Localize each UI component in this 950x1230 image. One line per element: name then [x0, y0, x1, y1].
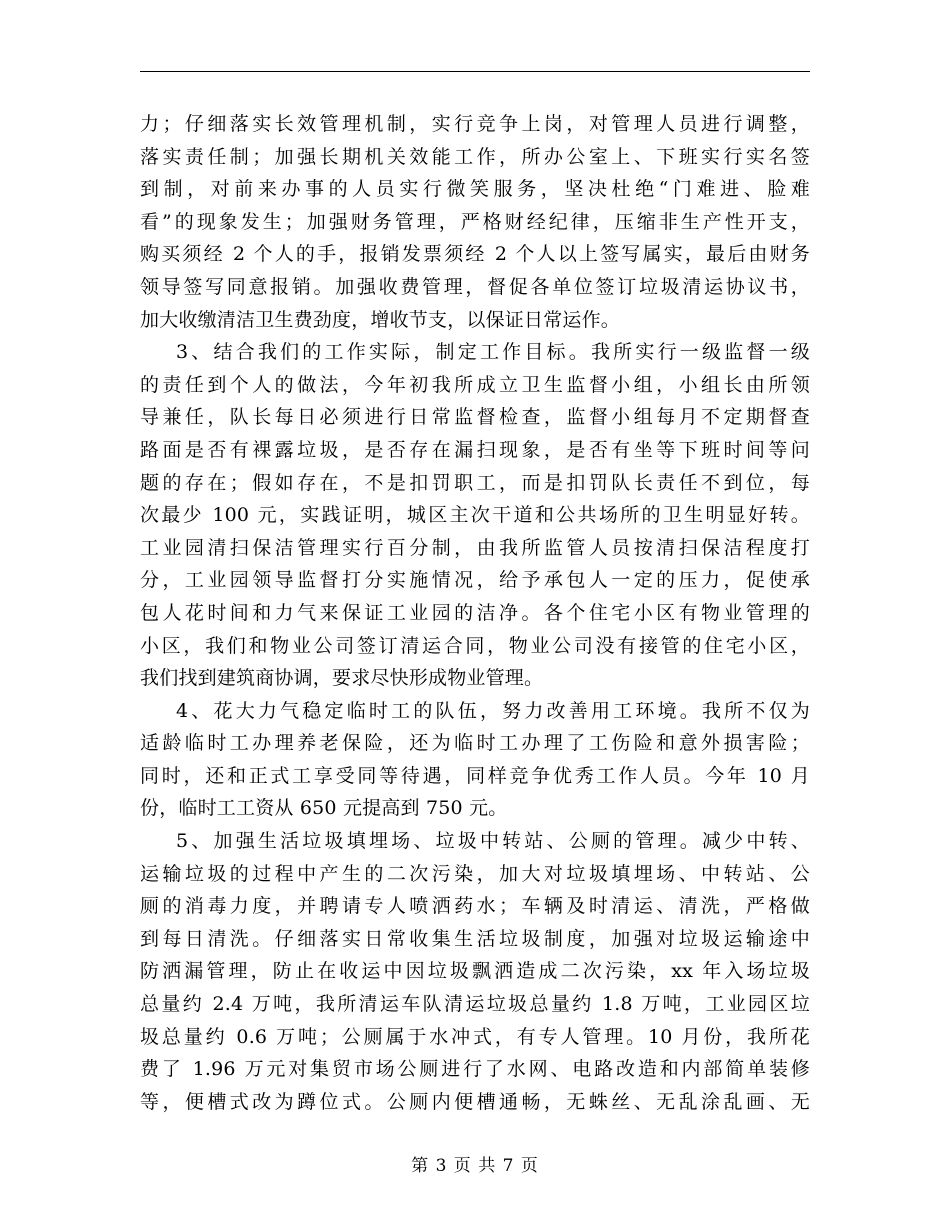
text-line: 4、花大力气稳定临时工的队伍，努力改善用工环境。我所不仅为: [176, 699, 810, 722]
text-line: 3、结合我们的工作实际，制定工作目标。我所实行一级监督一级: [176, 341, 810, 364]
text-line: 同时，还和正式工享受同等待遇，同样竞争优秀工作人员。今年 10 月: [140, 764, 810, 787]
text-line: 厕的消毒力度，并聘请专人喷洒药水；车辆及时清运、清洗，严格做: [140, 895, 810, 918]
text-line: 的责任到个人的做法，今年初我所成立卫生监督小组，小组长由所领: [140, 373, 810, 396]
text-line: 路面是否有裸露垃圾，是否存在漏扫现象，是否有坐等下班时间等问: [140, 438, 810, 461]
text-line: 小区，我们和物业公司签订清运合同，物业公司没有接管的住宅小区，: [140, 634, 810, 657]
text-line: 总量约 2.4 万吨，我所清运车队清运垃圾总量约 1.8 万吨，工业园区垃: [140, 993, 810, 1016]
text-line: 分，工业园领导监督打分实施情况，给予承包人一定的压力，促使承: [140, 569, 810, 592]
text-line: 导兼任，队长每日必须进行日常监督检查，监督小组每月不定期督查: [140, 406, 810, 429]
page-number-footer: 第 3 页 共 7 页: [411, 1156, 539, 1176]
text-line: 购买须经 2 个人的手，报销发票须经 2 个人以上签写属实，最后由财务: [140, 243, 810, 266]
text-line: 到每日清洗。仔细落实日常收集生活垃圾制度，加强对垃圾运输途中: [140, 927, 810, 950]
text-line: 领导签写同意报销。加强收费管理，督促各单位签订垃圾清运协议书，: [140, 275, 810, 298]
text-line: 到制，对前来办事的人员实行微笑服务，坚决杜绝“门难进、脸难: [140, 178, 810, 201]
text-line: 5、加强生活垃圾填埋场、垃圾中转站、公厕的管理。减少中转、: [176, 830, 810, 853]
text-line: 费了 1.96 万元对集贸市场公厕进行了水网、电路改造和内部简单装修: [140, 1058, 810, 1081]
text-line: 适龄临时工办理养老保险，还为临时工办理了工伤险和意外损害险；: [140, 732, 810, 755]
text-line: 等，便槽式改为蹲位式。公厕内便槽通畅，无蛛丝、无乱涂乱画、无: [140, 1090, 810, 1113]
text-line: 包人花时间和力气来保证工业园的洁净。各个住宅小区有物业管理的: [140, 601, 810, 624]
text-line: 次最少 100 元，实践证明，城区主次干道和公共场所的卫生明显好转。: [140, 504, 810, 527]
text-line: 圾总量约 0.6 万吨；公厕属于水冲式，有专人管理。10 月份，我所花: [140, 1025, 810, 1048]
text-line: 运输垃圾的过程中产生的二次污染，加大对垃圾填埋场、中转站、公: [140, 862, 810, 885]
text-line: 题的存在；假如存在，不是扣罚职工，而是扣罚队长责任不到位，每: [140, 471, 810, 494]
text-line: 防洒漏管理，防止在收运中因垃圾飘洒造成二次污染，xx 年入场垃圾: [140, 960, 810, 983]
text-line: 落实责任制；加强长期机关效能工作，所办公室上、下班实行实名签: [140, 145, 810, 168]
text-line: 工业园清扫保洁管理实行百分制，由我所监管人员按清扫保洁程度打: [140, 536, 810, 559]
text-line: 看”的现象发生；加强财务管理，严格财经纪律，压缩非生产性开支，: [140, 210, 810, 233]
text-line: 我们找到建筑商协调，要求尽快形成物业管理。: [140, 667, 544, 690]
document-body: [140, 108, 810, 1118]
text-line: 加大收缴清洁卫生费劲度，增收节支，以保证日常运作。: [140, 308, 621, 331]
text-line: 份，临时工工资从 650 元提高到 750 元。: [140, 797, 508, 820]
text-line: 力；仔细落实长效管理机制，实行竞争上岗，对管理人员进行调整，: [140, 113, 810, 135]
header-rule: [140, 71, 810, 72]
